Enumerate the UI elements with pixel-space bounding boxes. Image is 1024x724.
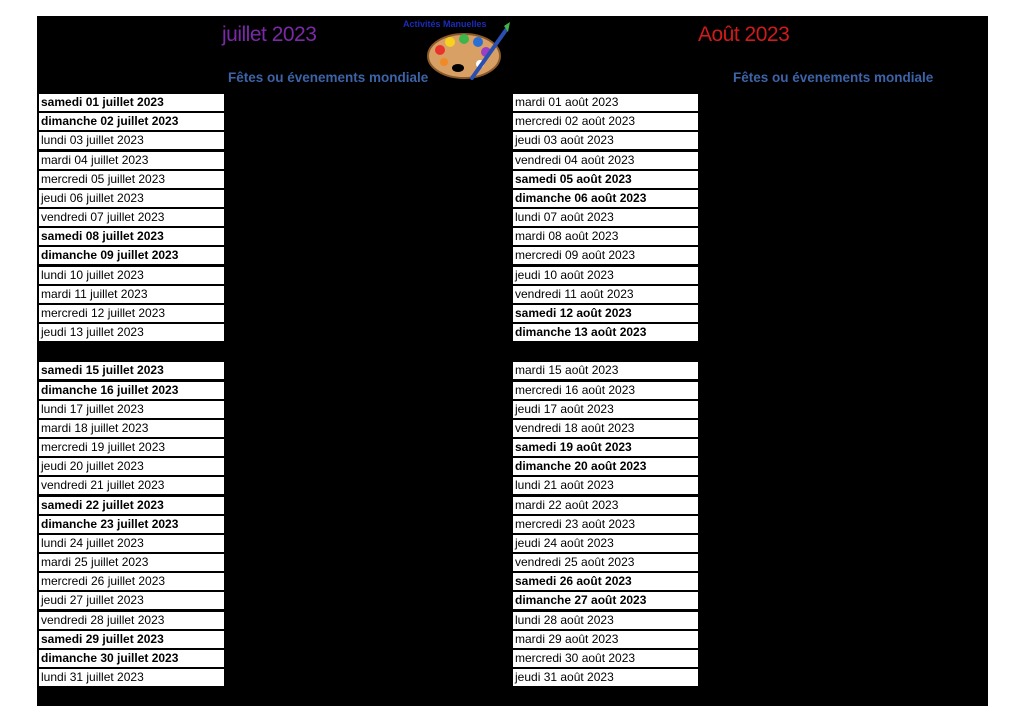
events-subtitle-july: Fêtes ou évenements mondiale <box>228 70 429 85</box>
day-cell-july: samedi 22 juillet 2023 <box>39 497 224 514</box>
day-cell-july: dimanche 23 juillet 2023 <box>39 516 224 533</box>
day-cell-july: mercredi 19 juillet 2023 <box>39 439 224 456</box>
day-cell-august: mercredi 02 août 2023 <box>513 113 698 130</box>
day-cell-july: jeudi 13 juillet 2023 <box>39 324 224 341</box>
events-subtitle-august: Fêtes ou évenements mondiale <box>733 70 934 85</box>
day-cell-august: mardi 29 août 2023 <box>513 631 698 648</box>
month-title-august: Août 2023 <box>698 23 790 46</box>
day-cell-august: vendredi 25 août 2023 <box>513 554 698 571</box>
day-cell-july: mercredi 26 juillet 2023 <box>39 573 224 590</box>
day-cell-august: mercredi 30 août 2023 <box>513 650 698 667</box>
day-cell-july: mardi 04 juillet 2023 <box>39 152 224 169</box>
day-cell-august: mercredi 09 août 2023 <box>513 247 698 264</box>
day-cell-august: jeudi 03 août 2023 <box>513 132 698 149</box>
day-cell-august: mercredi 16 août 2023 <box>513 382 698 399</box>
day-cell-august: lundi 21 août 2023 <box>513 477 698 494</box>
day-cell-july: samedi 15 juillet 2023 <box>39 362 224 379</box>
day-cell-july: samedi 01 juillet 2023 <box>39 94 224 111</box>
day-cell-august: samedi 19 août 2023 <box>513 439 698 456</box>
day-cell-july: lundi 31 juillet 2023 <box>39 669 224 686</box>
day-cell-august: samedi 12 août 2023 <box>513 305 698 322</box>
day-cell-july: mercredi 05 juillet 2023 <box>39 171 224 188</box>
day-cell-july: jeudi 27 juillet 2023 <box>39 592 224 609</box>
day-cell-july: dimanche 02 juillet 2023 <box>39 113 224 130</box>
day-cell-august: lundi 07 août 2023 <box>513 209 698 226</box>
month-title-july: juillet 2023 <box>222 23 317 46</box>
day-cell-august: vendredi 11 août 2023 <box>513 286 698 303</box>
day-cell-august: samedi 05 août 2023 <box>513 171 698 188</box>
day-cell-july: dimanche 09 juillet 2023 <box>39 247 224 264</box>
day-cell-august: dimanche 20 août 2023 <box>513 458 698 475</box>
day-cell-august: jeudi 10 août 2023 <box>513 267 698 284</box>
day-cell-july: samedi 29 juillet 2023 <box>39 631 224 648</box>
day-cell-august: vendredi 04 août 2023 <box>513 152 698 169</box>
day-cell-august: mardi 22 août 2023 <box>513 497 698 514</box>
day-cell-august: mardi 01 août 2023 <box>513 94 698 111</box>
day-cell-july: jeudi 06 juillet 2023 <box>39 190 224 207</box>
day-cell-july: lundi 03 juillet 2023 <box>39 132 224 149</box>
day-cell-july: dimanche 16 juillet 2023 <box>39 382 224 399</box>
day-cell-july: samedi 08 juillet 2023 <box>39 228 224 245</box>
day-cell-july: vendredi 28 juillet 2023 <box>39 612 224 629</box>
day-cell-july: lundi 24 juillet 2023 <box>39 535 224 552</box>
day-cell-july: jeudi 20 juillet 2023 <box>39 458 224 475</box>
day-cell-august: dimanche 13 août 2023 <box>513 324 698 341</box>
day-cell-july: mardi 11 juillet 2023 <box>39 286 224 303</box>
day-cell-august: mardi 08 août 2023 <box>513 228 698 245</box>
day-cell-august: mardi 15 août 2023 <box>513 362 698 379</box>
day-cell-august: mercredi 23 août 2023 <box>513 516 698 533</box>
day-cell-august: samedi 26 août 2023 <box>513 573 698 590</box>
paint-palette-icon <box>424 20 512 82</box>
day-cell-august: dimanche 06 août 2023 <box>513 190 698 207</box>
day-cell-july: mercredi 12 juillet 2023 <box>39 305 224 322</box>
day-cell-august: jeudi 31 août 2023 <box>513 669 698 686</box>
day-cell-july: mardi 25 juillet 2023 <box>39 554 224 571</box>
logo-text: Activités Manuelles <box>403 19 487 29</box>
day-cell-august: jeudi 24 août 2023 <box>513 535 698 552</box>
day-cell-july: lundi 10 juillet 2023 <box>39 267 224 284</box>
day-cell-july: lundi 17 juillet 2023 <box>39 401 224 418</box>
day-cell-august: jeudi 17 août 2023 <box>513 401 698 418</box>
day-cell-july: vendredi 07 juillet 2023 <box>39 209 224 226</box>
day-cell-july: mardi 18 juillet 2023 <box>39 420 224 437</box>
day-cell-august: vendredi 18 août 2023 <box>513 420 698 437</box>
day-cell-august: dimanche 27 août 2023 <box>513 592 698 609</box>
day-cell-august: lundi 28 août 2023 <box>513 612 698 629</box>
day-cell-july: dimanche 30 juillet 2023 <box>39 650 224 667</box>
day-cell-july: vendredi 21 juillet 2023 <box>39 477 224 494</box>
